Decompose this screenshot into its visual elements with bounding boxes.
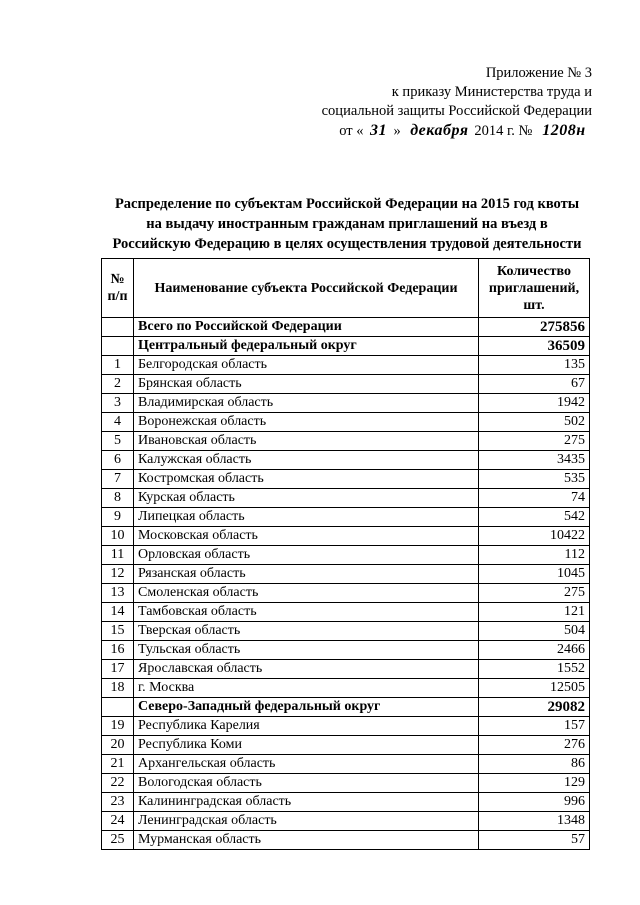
region-name-cell: Тверская область xyxy=(134,622,479,641)
quota-count-cell: 157 xyxy=(479,717,590,736)
appendix-number: Приложение № 3 xyxy=(485,65,592,81)
row-number-cell: 22 xyxy=(102,774,134,793)
region-name-cell: Брянская область xyxy=(134,375,479,394)
row-number-cell: 9 xyxy=(102,508,134,527)
table-row xyxy=(102,584,590,603)
row-number-cell: 3 xyxy=(102,394,134,413)
appendix-order-ref: к приказу Министерства труда и xyxy=(391,84,592,100)
table-row xyxy=(102,603,590,622)
quota-count-cell: 276 xyxy=(479,736,590,755)
table-row xyxy=(102,546,590,565)
row-number-cell: 2 xyxy=(102,375,134,394)
quota-count-cell: 129 xyxy=(479,774,590,793)
header-num: № п/п xyxy=(102,259,134,318)
handwritten-order-number: 1208н xyxy=(542,122,586,139)
quota-count-cell: 1942 xyxy=(479,394,590,413)
quota-count-cell: 275 xyxy=(479,432,590,451)
quota-count-cell: 275856 xyxy=(479,318,590,337)
quota-count-cell: 57 xyxy=(479,831,590,850)
table-row xyxy=(102,793,590,812)
region-name-cell: г. Москва xyxy=(134,679,479,698)
table-row xyxy=(102,432,590,451)
appendix-header xyxy=(292,64,592,141)
table-row xyxy=(102,508,590,527)
region-name-cell: Центральный федеральный округ xyxy=(134,337,479,356)
table-row xyxy=(102,698,590,717)
date-prefix: от « xyxy=(339,123,364,139)
region-name-cell: Ленинградская область xyxy=(134,812,479,831)
table-row xyxy=(102,679,590,698)
row-number-cell: 11 xyxy=(102,546,134,565)
table-row xyxy=(102,660,590,679)
quota-count-cell: 502 xyxy=(479,413,590,432)
quota-count-cell: 86 xyxy=(479,755,590,774)
region-name-cell: Белгородская область xyxy=(134,356,479,375)
region-name-cell: Орловская область xyxy=(134,546,479,565)
region-name-cell: Вологодская область xyxy=(134,774,479,793)
table-row xyxy=(102,565,590,584)
region-name-cell: Калининградская область xyxy=(134,793,479,812)
region-name-cell: Курская область xyxy=(134,489,479,508)
table-header-row xyxy=(102,259,590,318)
row-number-cell: 15 xyxy=(102,622,134,641)
quota-count-cell: 1552 xyxy=(479,660,590,679)
table-row xyxy=(102,812,590,831)
row-number-cell: 8 xyxy=(102,489,134,508)
table-row xyxy=(102,831,590,850)
row-number-cell xyxy=(102,337,134,356)
region-name-cell: Республика Коми xyxy=(134,736,479,755)
quota-count-cell: 2466 xyxy=(479,641,590,660)
table-row xyxy=(102,451,590,470)
table-row xyxy=(102,774,590,793)
table-row xyxy=(102,394,590,413)
row-number-cell: 19 xyxy=(102,717,134,736)
row-number-cell: 7 xyxy=(102,470,134,489)
table-row xyxy=(102,470,590,489)
region-name-cell: Северо-Западный федеральный округ xyxy=(134,698,479,717)
date-close-quote: » xyxy=(393,123,401,139)
row-number-cell: 10 xyxy=(102,527,134,546)
region-name-cell: Всего по Российской Федерации xyxy=(134,318,479,337)
table-row xyxy=(102,337,590,356)
quota-count-cell: 504 xyxy=(479,622,590,641)
handwritten-day: 31 xyxy=(369,122,387,139)
region-name-cell: Тамбовская область xyxy=(134,603,479,622)
table-row xyxy=(102,527,590,546)
table-row xyxy=(102,318,590,337)
region-name-cell: Московская область xyxy=(134,527,479,546)
title-line-3: Российскую Федерацию в целях осуществления трудовой деятельности xyxy=(112,236,582,252)
handwritten-month: декабря xyxy=(410,122,469,139)
quota-count-cell: 996 xyxy=(479,793,590,812)
row-number-cell: 21 xyxy=(102,755,134,774)
region-name-cell: Смоленская область xyxy=(134,584,479,603)
table-row xyxy=(102,755,590,774)
row-number-cell xyxy=(102,698,134,717)
region-name-cell: Республика Карелия xyxy=(134,717,479,736)
region-name-cell: Владимирская область xyxy=(134,394,479,413)
header-name: Наименование субъекта Российской Федерации xyxy=(134,259,479,318)
quota-count-cell: 1348 xyxy=(479,812,590,831)
row-number-cell: 4 xyxy=(102,413,134,432)
quota-count-cell: 112 xyxy=(479,546,590,565)
table-row xyxy=(102,736,590,755)
row-number-cell: 1 xyxy=(102,356,134,375)
quota-count-cell: 74 xyxy=(479,489,590,508)
row-number-cell: 12 xyxy=(102,565,134,584)
header-qty: Количество приглашений, шт. xyxy=(479,259,590,318)
row-number-cell: 17 xyxy=(102,660,134,679)
row-number-cell: 14 xyxy=(102,603,134,622)
appendix-ministry: социальной защиты Российской Федерации xyxy=(321,103,592,119)
table-row xyxy=(102,413,590,432)
region-name-cell: Архангельская область xyxy=(134,755,479,774)
row-number-cell xyxy=(102,318,134,337)
quota-count-cell: 135 xyxy=(479,356,590,375)
region-name-cell: Рязанская область xyxy=(134,565,479,584)
table-row xyxy=(102,489,590,508)
quota-count-cell: 67 xyxy=(479,375,590,394)
quota-count-cell: 36509 xyxy=(479,337,590,356)
title-line-2: на выдачу иностранным гражданам приглашений на въезд в xyxy=(146,216,548,232)
quota-count-cell: 3435 xyxy=(479,451,590,470)
table-row xyxy=(102,375,590,394)
table-row xyxy=(102,622,590,641)
region-name-cell: Калужская область xyxy=(134,451,479,470)
row-number-cell: 18 xyxy=(102,679,134,698)
row-number-cell: 24 xyxy=(102,812,134,831)
quota-count-cell: 275 xyxy=(479,584,590,603)
appendix-date-line xyxy=(292,121,592,141)
quota-count-cell: 121 xyxy=(479,603,590,622)
table-body xyxy=(102,318,590,850)
region-name-cell: Ярославская область xyxy=(134,660,479,679)
row-number-cell: 5 xyxy=(102,432,134,451)
table-row xyxy=(102,641,590,660)
row-number-cell: 6 xyxy=(102,451,134,470)
quota-count-cell: 535 xyxy=(479,470,590,489)
document-title xyxy=(92,194,602,254)
row-number-cell: 23 xyxy=(102,793,134,812)
quota-count-cell: 12505 xyxy=(479,679,590,698)
quota-count-cell: 10422 xyxy=(479,527,590,546)
region-name-cell: Липецкая область xyxy=(134,508,479,527)
region-name-cell: Ивановская область xyxy=(134,432,479,451)
row-number-cell: 16 xyxy=(102,641,134,660)
quota-table xyxy=(101,258,590,850)
title-line-1: Распределение по субъектам Российской Федерации на 2015 год квоты xyxy=(114,196,580,212)
table-row xyxy=(102,717,590,736)
region-name-cell: Воронежская область xyxy=(134,413,479,432)
quota-count-cell: 542 xyxy=(479,508,590,527)
year-text: 2014 г. № xyxy=(474,123,533,139)
region-name-cell: Мурманская область xyxy=(134,831,479,850)
quota-count-cell: 1045 xyxy=(479,565,590,584)
region-name-cell: Тульская область xyxy=(134,641,479,660)
row-number-cell: 13 xyxy=(102,584,134,603)
quota-count-cell: 29082 xyxy=(479,698,590,717)
row-number-cell: 25 xyxy=(102,831,134,850)
region-name-cell: Костромская область xyxy=(134,470,479,489)
row-number-cell: 20 xyxy=(102,736,134,755)
table-row xyxy=(102,356,590,375)
